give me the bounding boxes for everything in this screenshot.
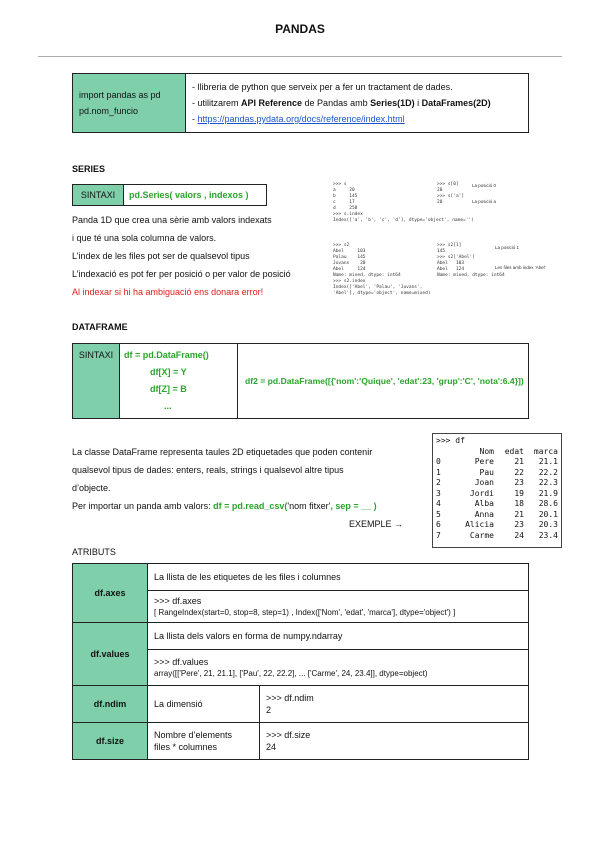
attr-axes-code: [148, 591, 529, 623]
series-text-4: L’indexació es pot fer per posició o per valor de posició: [72, 269, 291, 279]
series-thumb-block-3: >>> s2 Abel 103 Palau 145 Juvans 20 Abel 124 Name: mixed, dtype: int64 >>> s2.index Index(['Abel', 'Palau', 'Juvans', 'Abel'], dtype='object', name=mixed): [333, 243, 431, 296]
attr-values-desc: La llista dels valors en forma de numpy.ndarray: [148, 623, 529, 650]
example-cell: 7: [436, 530, 441, 540]
example-cell: 20.3: [538, 520, 558, 529]
example-cell: 22.3: [538, 478, 558, 487]
attr-size-name: df.size: [73, 723, 148, 760]
example-cell: Joan: [474, 478, 494, 487]
example-cell: 23: [514, 478, 524, 487]
atributs-heading: ATRIBUTS: [72, 547, 116, 557]
dataframe-desc-1: La classe DataFrame representa taules 2D etiquetades que poden contenir: [72, 447, 373, 457]
example-cell: 19: [514, 488, 524, 498]
example-row: [436, 468, 558, 479]
example-cell: 20.1: [538, 509, 558, 519]
code-line-3: df[Z] = B: [150, 384, 187, 394]
example-row: [436, 510, 558, 521]
example-row: [436, 457, 558, 468]
example-cell: 0: [436, 457, 441, 466]
import-desc-1: - llibreria de python que serveix per a fer un tractament de dades.: [192, 82, 453, 92]
attr-axes-desc: La llista de les etiquetes de les files i columnes: [148, 564, 529, 591]
series-thumb-caption-3: La posició 1: [495, 245, 520, 250]
code-line-1: df = pd.DataFrame(): [124, 350, 209, 360]
import-line: import pandas as pd: [79, 90, 161, 100]
example-cell: 21: [514, 457, 524, 466]
import-desc-3: - https://pandas.pydata.org/docs/reference/index.html: [192, 114, 405, 124]
attr-values-code: [148, 650, 529, 686]
example-row: [436, 489, 558, 500]
title-divider: [38, 56, 562, 57]
dataframe-code-right: df2 = pd.DataFrame([{'nom':'Quique', 'edat':23, 'grup':'C', 'nota':6.4}]): [238, 344, 529, 419]
series-sintaxi-box: [72, 184, 267, 206]
funcio-line: pd.nom_funcio: [79, 106, 139, 116]
dataframe-sintaxi-label: SINTAXI: [73, 344, 120, 419]
attr-size-desc-2: files * columnes: [154, 742, 218, 752]
page-title: PANDAS: [275, 22, 325, 36]
series-thumb-block-2: >>> s[0] 20 >>> s['a'] 20: [437, 182, 465, 205]
attr-size-code-2: 24: [266, 742, 277, 752]
example-cell: Jordi: [469, 488, 494, 498]
pandas-reference-link[interactable]: https://pandas.pydata.org/docs/reference/index.html: [197, 114, 405, 124]
example-cell: Pau: [479, 467, 494, 477]
series-sintaxi-label: SINTAXI: [73, 185, 124, 206]
example-cell: 21: [514, 509, 524, 519]
example-col-marca: marca: [533, 446, 558, 456]
example-cell: 22: [514, 467, 524, 477]
example-row: [436, 520, 558, 531]
attr-axes-name: df.axes: [73, 564, 148, 623]
example-cell: 21.1: [538, 457, 558, 466]
import-desc-2: - utilitzarem API Reference de Pandas amb Series(1D) i DataFrames(2D): [192, 98, 491, 108]
attr-size-code: [260, 723, 529, 760]
example-col-edat: edat: [504, 446, 524, 456]
dataframe-heading: DATAFRAME: [72, 322, 128, 332]
example-cell: Anna: [474, 509, 494, 519]
dataframe-import-line: Per importar un panda amb valors: df = pd.read_csv('nom fitxer', sep = __ ): [72, 501, 377, 511]
attr-ndim-code-1: >>> df.ndim: [266, 693, 314, 703]
example-cell: 4: [436, 499, 441, 508]
example-cell: Carme: [469, 530, 494, 540]
example-cell: 22.2: [538, 467, 558, 477]
dataframe-example: [432, 433, 562, 548]
series-thumb-caption-1: La posició 0: [472, 183, 497, 188]
example-row: [436, 478, 558, 489]
series-heading: SERIES: [72, 164, 106, 174]
dataframe-desc-3: d’objecte.: [72, 483, 111, 493]
example-row: [436, 531, 558, 542]
example-cell: 6: [436, 520, 441, 529]
example-cell: 3: [436, 488, 441, 498]
attr-size-desc: [148, 723, 260, 760]
example-col-nom: Nom: [479, 446, 494, 456]
attr-ndim-code-2: 2: [266, 705, 272, 715]
example-cell: 23: [514, 520, 524, 529]
import-box: [72, 73, 529, 133]
example-cell: Pere: [474, 457, 494, 466]
dataframe-code-left: [120, 344, 238, 419]
series-thumb-caption-4: Les files amb index 'Abel': [495, 265, 546, 270]
attr-axes-code-1: >>> df.axes: [154, 595, 202, 606]
series-text-3: L’index de les files pot ser de qualsevol tipus: [72, 251, 250, 261]
example-cell: 1: [436, 467, 441, 477]
import-box-left: [73, 74, 186, 133]
code-line-2: df[X] = Y: [150, 367, 187, 377]
code-line-4: ...: [164, 401, 172, 411]
example-cell: Alicia: [465, 520, 494, 529]
series-thumb-block-4: >>> s2[1] 145 >>> s2['Abel'] Abel 103 Abel 124 Name: mixed, dtype: int64: [437, 243, 505, 278]
example-cell: 24: [514, 530, 524, 540]
atributs-table: [72, 563, 529, 760]
series-warning: Al indexar si hi ha ambiguació ens donara error!: [72, 287, 264, 297]
attr-ndim-name: df.ndim: [73, 686, 148, 723]
example-cell: 18: [514, 499, 524, 508]
attr-axes-code-2: [ RangeIndex(start=0, stop=8, step=1) , Index(['Nom', 'edat', 'marca'], dtype='object') ]: [154, 607, 456, 617]
attr-ndim-desc: La dimensió: [148, 686, 260, 723]
example-rows: [436, 457, 558, 541]
example-cell: 23.4: [538, 530, 558, 540]
series-thumb-block-1: >>> s a 20 b 145 c 17 d 258 >>> s.index Index(['a', 'b', 'c', 'd'], dtype='object', name=''): [333, 182, 474, 223]
series-text-1: Panda 1D que crea una sèrie amb valors indexats: [72, 215, 272, 225]
series-text-2: i que té una sola columna de valors.: [72, 233, 217, 243]
example-cell: Alba: [474, 499, 494, 508]
dataframe-sintaxi-box: [72, 343, 529, 419]
series-thumb-caption-2: La posició a: [472, 199, 497, 204]
example-row: [436, 499, 558, 510]
example-cell: 5: [436, 509, 441, 519]
example-cell: 28.6: [538, 499, 558, 508]
series-sintaxi-code: pd.Series( valors , indexos ): [124, 185, 267, 206]
example-cell: 21.9: [538, 488, 558, 498]
attr-size-code-1: >>> df.size: [266, 730, 311, 740]
example-prompt: >>> df: [436, 436, 465, 445]
attr-ndim-code: [260, 686, 529, 723]
attr-values-code-2: array([['Pere', 21, 21.1], ['Pau', 22, 22.2], ... ['Carme', 24, 23.4]], dtype=object): [154, 668, 428, 678]
attr-values-code-1: >>> df.values: [154, 656, 209, 667]
attr-values-name: df.values: [73, 623, 148, 686]
example-header: [436, 447, 558, 458]
example-cell: 2: [436, 478, 441, 487]
exemple-label: EXEMPLE →: [349, 519, 404, 529]
dataframe-desc-2: qualsevol tipus de dades: enters, reals, strings i qualsevol altre tipus: [72, 465, 344, 475]
import-box-right: [186, 74, 529, 133]
attr-size-desc-1: Nombre d’elements: [154, 730, 233, 740]
